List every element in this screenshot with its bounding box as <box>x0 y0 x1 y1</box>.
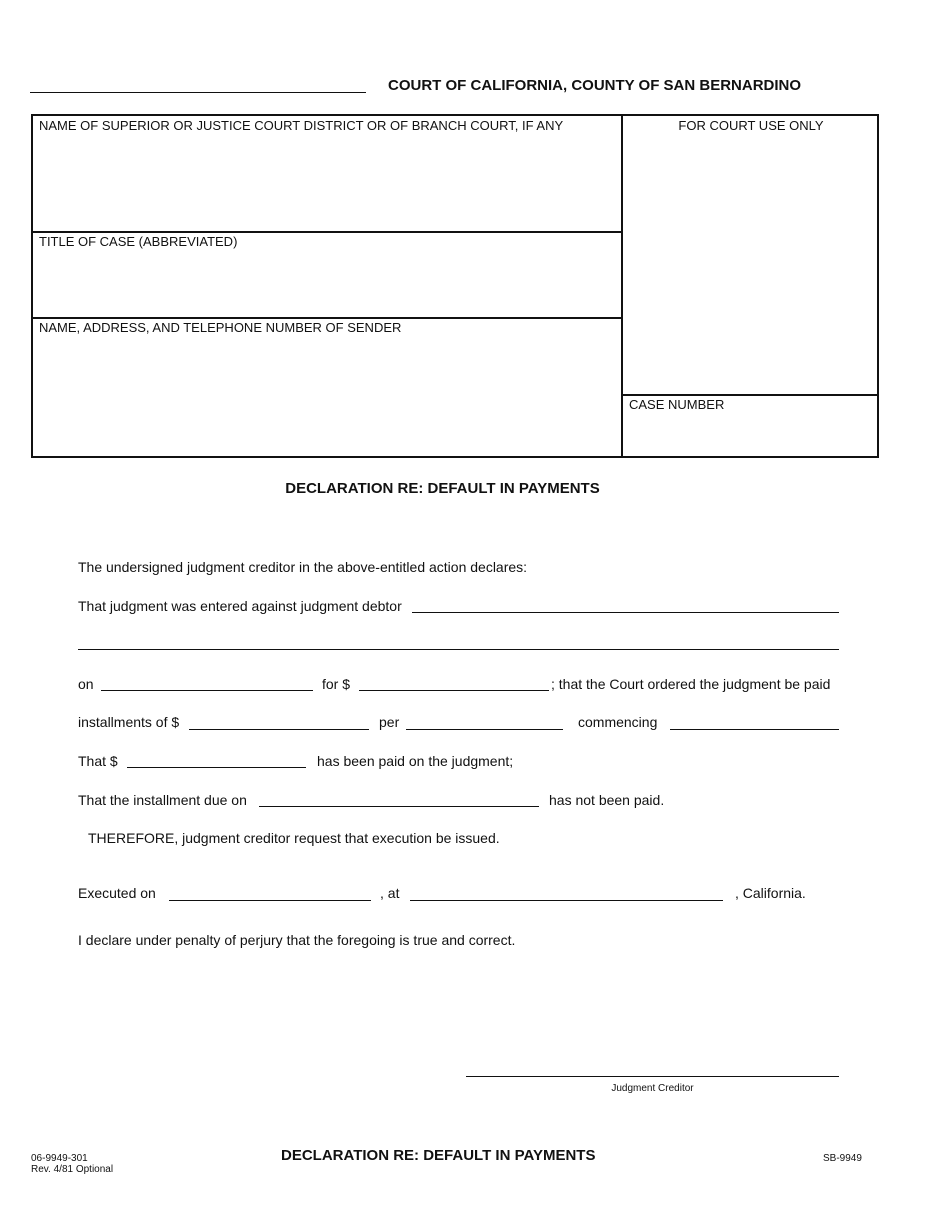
sb-number: SB-9949 <box>823 1153 862 1164</box>
judgment-entered-text: That judgment was entered against judgment debtor <box>78 598 402 614</box>
per-text: per <box>379 714 400 730</box>
sender-field[interactable] <box>35 338 619 454</box>
therefore-text: THEREFORE, judgment creditor request that execution be issued. <box>88 830 500 846</box>
caption-row-divider-1 <box>31 231 623 233</box>
judgment-amount-field[interactable] <box>359 690 549 691</box>
court-title: COURT OF CALIFORNIA, COUNTY OF SAN BERNARDINO <box>388 77 802 94</box>
signature-label: Judgment Creditor <box>611 1083 694 1094</box>
executed-date-field[interactable] <box>169 900 371 901</box>
installment-amount-field[interactable] <box>189 729 369 730</box>
installment-period-field[interactable] <box>406 729 563 730</box>
perjury-text: I declare under penalty of perjury that the foregoing is true and correct. <box>78 932 516 948</box>
executed-on-text: Executed on <box>78 885 156 901</box>
caption-divider <box>621 114 623 458</box>
installment-due-date-field[interactable] <box>259 806 539 807</box>
judgment-debtor-field[interactable] <box>412 612 839 613</box>
signature-field[interactable] <box>466 1076 839 1077</box>
court-prefix-blank[interactable] <box>30 92 366 93</box>
caption-row-divider-2 <box>31 317 623 319</box>
case-title-label: TITLE OF CASE (ABBREVIATED) <box>39 234 238 249</box>
case-title-field[interactable] <box>35 252 619 314</box>
executed-city-field[interactable] <box>410 900 723 901</box>
intro-text: The undersigned judgment creditor in the above-entitled action declares: <box>78 559 528 575</box>
sender-label: NAME, ADDRESS, AND TELEPHONE NUMBER OF SENDER <box>39 320 402 335</box>
not-paid-text: has not been paid. <box>549 792 665 808</box>
installment-due-text: That the installment due on <box>78 792 247 808</box>
form-revision: Rev. 4/81 Optional <box>31 1164 114 1175</box>
case-number-field[interactable] <box>625 415 875 454</box>
on-text: on <box>78 676 94 692</box>
paid-amount-field[interactable] <box>127 767 306 768</box>
california-text: , California. <box>735 885 806 901</box>
commencing-date-field[interactable] <box>670 729 839 730</box>
installments-of-text: installments of $ <box>78 714 180 730</box>
for-amount-text: for $ <box>322 676 351 692</box>
has-been-paid-text: has been paid on the judgment; <box>317 753 514 769</box>
footer-title: DECLARATION RE: DEFAULT IN PAYMENTS <box>281 1147 596 1164</box>
court-name-label: NAME OF SUPERIOR OR JUSTICE COURT DISTRICT OR OF BRANCH COURT, IF ANY <box>39 118 564 133</box>
court-use-label: FOR COURT USE ONLY <box>678 118 824 133</box>
at-text: , at <box>380 885 400 901</box>
court-name-field[interactable] <box>35 136 619 228</box>
that-amount-text: That $ <box>78 753 118 769</box>
commencing-text: commencing <box>578 714 658 730</box>
case-number-divider <box>621 394 879 396</box>
judgment-date-field[interactable] <box>101 690 313 691</box>
case-number-label: CASE NUMBER <box>629 397 725 412</box>
court-ordered-text: ; that the Court ordered the judgment be paid <box>551 676 831 692</box>
form-number: 06-9949-301 <box>31 1153 88 1164</box>
form-title: DECLARATION RE: DEFAULT IN PAYMENTS <box>285 480 600 497</box>
judgment-debtor-field-2[interactable] <box>78 649 839 650</box>
